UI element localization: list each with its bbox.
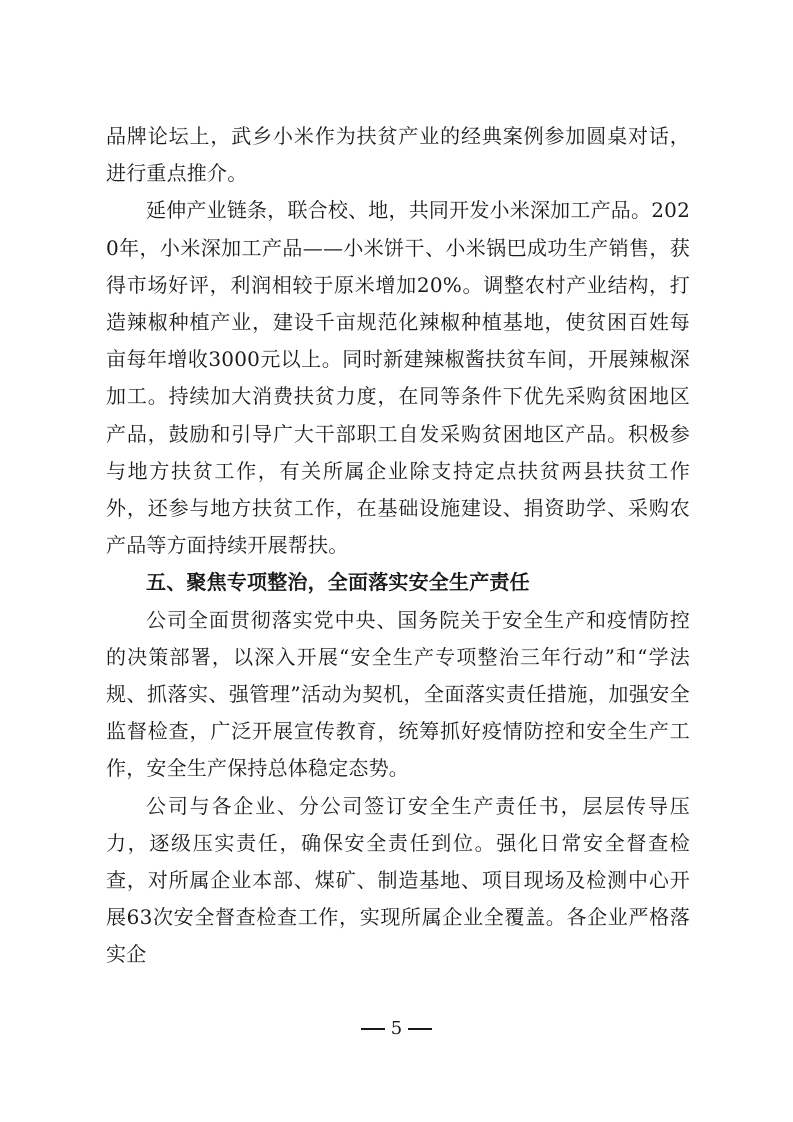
paragraph-4: 公司与各企业、分公司签订安全生产责任书，层层传导压力，逐级压实责任，确保安全责任到位。强化日常安全督查检查，对所属企业本部、煤矿、制造基地、项目现场及检测中心开展63次安全督查检查工作，实现所属企业全覆盖。各企业严格落实企 [106, 793, 690, 967]
body-text [106, 118, 690, 974]
footer-dash-left [361, 1028, 385, 1030]
footer-dash-right [408, 1028, 432, 1030]
section-heading-5: 五、聚焦专项整治，全面落实安全生产责任 [146, 570, 530, 595]
page-number: 5 [390, 1018, 403, 1039]
page-footer [0, 1018, 793, 1040]
paragraph-2: 延伸产业链条，联合校、地，共同开发小米深加工产品。2020年，小米深加工产品——小米饼干、小米锅巴成功生产销售，获得市场好评，利润相较于原米增加20%。调整农村产业结构，打造辣椒种植产业，建设千亩规范化辣椒种植基地，使贫困百姓每亩每年增收3000元以上。同时新建辣椒酱扶贫车间，开展辣椒深加工。持续加大消费扶贫力度，在同等条件下优先采购贫困地区产品，鼓励和引导广大干部职工自发采购贫困地区产品。积极参与地方扶贫工作，有关所属企业除支持定点扶贫两县扶贫工作外，还参与地方扶贫工作，在基础设施建设、捐资助学、采购农产品等方面持续开展帮扶。 [106, 198, 690, 558]
paragraph-3: 公司全面贯彻落实党中央、国务院关于安全生产和疫情防控的决策部署，以深入开展“安全生产专项整治三年行动”和“学法规、抓落实、强管理”活动为契机，全面落实责任措施，加强安全监督检查，广泛开展宣传教育，统筹抓好疫情防控和安全生产工作，安全生产保持总体稳定态势。 [106, 607, 690, 781]
paragraph-1: 品牌论坛上，武乡小米作为扶贫产业的经典案例参加圆桌对话，进行重点推介。 [106, 124, 690, 186]
